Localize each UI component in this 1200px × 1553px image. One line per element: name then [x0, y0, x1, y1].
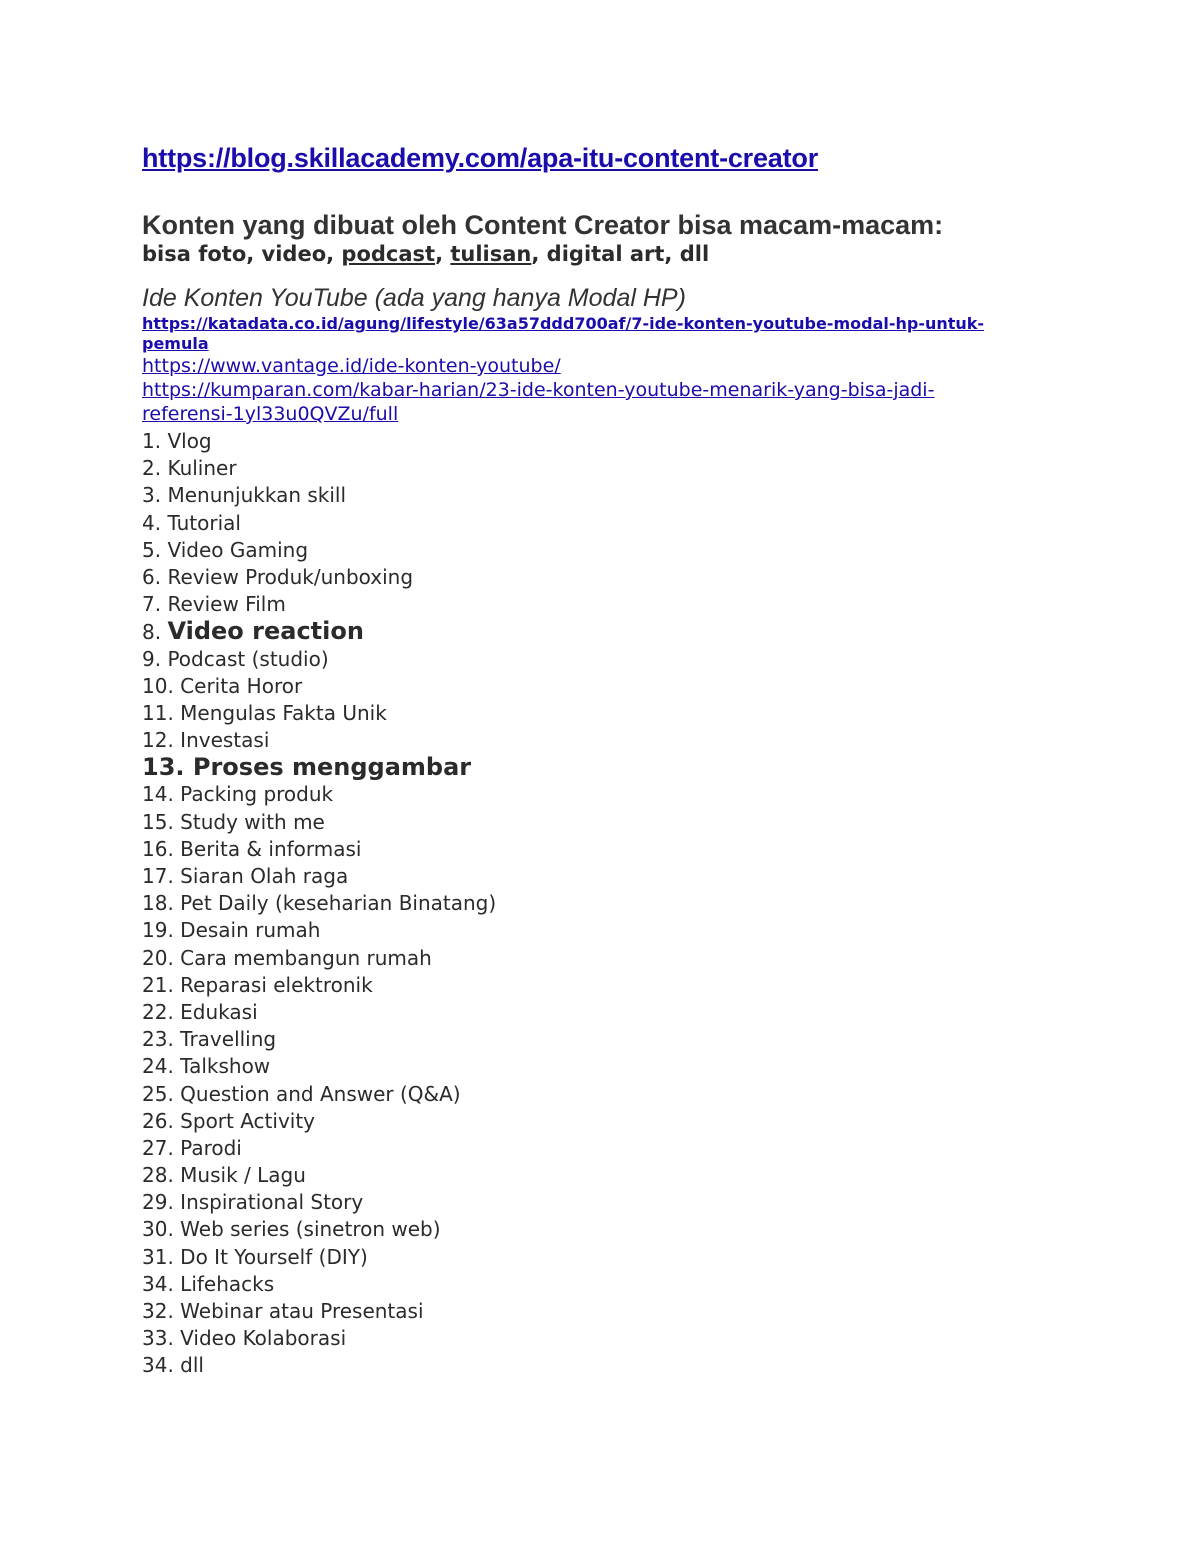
list-item	[142, 510, 496, 537]
list-item-text: dll	[180, 1353, 204, 1378]
list-item	[142, 455, 496, 482]
list-item	[142, 1325, 496, 1352]
list-item	[142, 999, 496, 1026]
list-item	[142, 482, 496, 509]
list-item-text: Kuliner	[167, 456, 237, 481]
list-item-text: Berita & informasi	[180, 836, 362, 861]
list-item-text: Mengulas Fakta Unik	[180, 700, 387, 725]
list-item-text: Review Film	[167, 592, 286, 617]
list-item-text: Travelling	[180, 1027, 277, 1052]
list-item	[142, 700, 496, 727]
list-item-number: 7.	[142, 592, 162, 617]
headline: Konten yang dibuat oleh Content Creator bisa macam-macam:	[142, 210, 944, 240]
list-item-text: Video reaction	[167, 617, 364, 646]
list-item-number: 2.	[142, 456, 162, 481]
list-item	[142, 591, 496, 618]
list-item	[142, 1298, 496, 1325]
reference-link-katadata[interactable]: https://katadata.co.id/agung/lifestyle/63a57ddd700af/7-ide-konten-youtube-modal-hp-untuk-pemula	[142, 314, 985, 353]
list-item	[142, 945, 496, 972]
list-item	[142, 836, 496, 863]
ideas-title: Ide Konten YouTube (ada yang hanya Modal HP)	[142, 284, 686, 312]
list-item-text: Desain rumah	[180, 918, 321, 943]
list-item	[142, 972, 496, 999]
list-item	[142, 1162, 496, 1189]
list-item	[142, 809, 496, 836]
list-item	[142, 1244, 496, 1271]
list-item-text: Cerita Horor	[180, 673, 303, 698]
list-item-text: Musik / Lagu	[180, 1163, 306, 1188]
list-item	[142, 917, 496, 944]
list-item-number: 34.	[142, 1271, 174, 1296]
list-item-number: 26.	[142, 1108, 174, 1133]
list-item-text: Proses menggambar	[192, 753, 472, 782]
list-item-number: 33.	[142, 1326, 174, 1351]
list-item	[142, 1108, 496, 1135]
list-item-text: Pet Daily (keseharian Binatang)	[180, 891, 497, 916]
list-item-number: 23.	[142, 1027, 174, 1052]
list-item-number: 31.	[142, 1244, 174, 1269]
subline-suffix: , digital art, dll	[531, 242, 710, 266]
list-item	[142, 727, 496, 754]
list-item-number: 17.	[142, 864, 174, 888]
list-item	[142, 564, 496, 591]
list-item	[142, 1216, 496, 1243]
list-item-number: 34.	[142, 1353, 174, 1378]
idea-list	[142, 428, 496, 1380]
list-item	[142, 673, 496, 700]
list-item-text: Siaran Olah raga	[180, 864, 349, 888]
list-item	[142, 781, 496, 808]
list-item	[142, 1352, 496, 1379]
list-item-text: Question and Answer (Q&A)	[180, 1081, 461, 1106]
list-item-text: Webinar atau Presentasi	[180, 1299, 424, 1323]
list-item	[142, 754, 496, 781]
list-item	[142, 1135, 496, 1162]
content-types-line	[142, 242, 709, 266]
source-link[interactable]: https://blog.skillacademy.com/apa-itu-content-creator	[142, 143, 819, 173]
reference-link-vantage[interactable]: https://www.vantage.id/ide-konten-youtube/	[142, 355, 561, 377]
reference-link-kumparan[interactable]: https://kumparan.com/kabar-harian/23-ide-konten-youtube-menarik-yang-bisa-jadi-referensi-1yl33u0QVZu/full	[142, 379, 935, 425]
list-item-text: Investasi	[180, 728, 270, 753]
list-item-number: 3.	[142, 483, 162, 508]
list-item-text: Do It Yourself (DIY)	[180, 1244, 368, 1269]
list-item	[142, 428, 496, 455]
list-item-number: 10.	[142, 673, 174, 698]
list-item-number: 27.	[142, 1135, 174, 1160]
list-item-text: Cara membangun rumah	[180, 945, 432, 970]
list-item-number: 4.	[142, 510, 162, 535]
list-item-text: Talkshow	[180, 1054, 271, 1079]
subline-comma: ,	[435, 242, 451, 266]
list-item-text: Video Gaming	[167, 537, 309, 562]
list-item	[142, 1081, 496, 1108]
list-item-number: 6.	[142, 564, 162, 589]
list-item-text: Reparasi elektronik	[180, 972, 373, 997]
list-item-number: 24.	[142, 1054, 174, 1079]
list-item-number: 18.	[142, 891, 174, 916]
list-item	[142, 1026, 496, 1053]
podcast-word: podcast	[341, 242, 436, 266]
subline-prefix: bisa foto, video,	[142, 242, 342, 266]
list-item-number: 13.	[142, 753, 185, 782]
list-item-text: Parodi	[180, 1135, 242, 1160]
list-item-text: Study with me	[180, 809, 325, 834]
list-item-number: 19.	[142, 918, 174, 943]
list-item	[142, 863, 496, 890]
list-item	[142, 1271, 496, 1298]
list-item	[142, 890, 496, 917]
list-item-number: 25.	[142, 1081, 174, 1106]
list-item-number: 11.	[142, 700, 174, 725]
list-item-text: Review Produk/unboxing	[167, 564, 414, 589]
list-item	[142, 618, 496, 645]
list-item	[142, 1053, 496, 1080]
list-item-number: 12.	[142, 728, 174, 753]
list-item-text: Edukasi	[180, 999, 258, 1024]
list-item-number: 29.	[142, 1190, 174, 1215]
list-item-text: Lifehacks	[180, 1271, 275, 1296]
list-item	[142, 646, 496, 673]
list-item-number: 1.	[142, 429, 162, 453]
list-item-number: 30.	[142, 1217, 174, 1242]
list-item-text: Web series (sinetron web)	[180, 1217, 441, 1242]
list-item-number: 14.	[142, 782, 174, 807]
list-item-text: Packing produk	[180, 782, 334, 807]
list-item-text: Vlog	[167, 429, 212, 453]
tulisan-word: tulisan	[450, 242, 532, 266]
list-item	[142, 537, 496, 564]
list-item	[142, 1189, 496, 1216]
list-item-number: 20.	[142, 945, 174, 970]
list-item-text: Sport Activity	[180, 1108, 316, 1133]
list-item-text: Menunjukkan skill	[167, 483, 347, 508]
list-item-number: 15.	[142, 809, 174, 834]
list-item-text: Inspirational Story	[180, 1190, 364, 1215]
list-item-number: 28.	[142, 1163, 174, 1188]
list-item-number: 9.	[142, 646, 162, 671]
list-item-number: 8.	[142, 620, 162, 645]
list-item-number: 21.	[142, 972, 174, 997]
list-item-number: 22.	[142, 999, 174, 1024]
list-item-number: 5.	[142, 537, 162, 562]
list-item-text: Podcast (studio)	[167, 646, 329, 671]
list-item-text: Tutorial	[167, 510, 241, 535]
list-item-text: Video Kolaborasi	[180, 1326, 347, 1351]
list-item-number: 32.	[142, 1299, 174, 1323]
list-item-number: 16.	[142, 836, 174, 861]
